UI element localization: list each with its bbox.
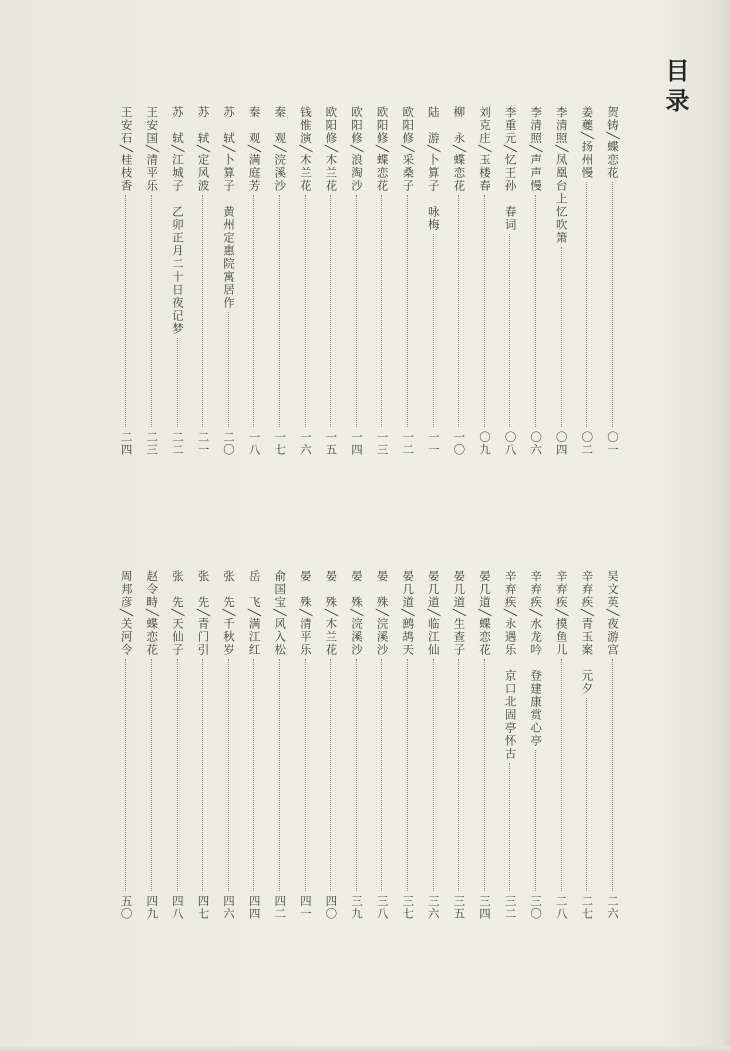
toc-dot-leader — [433, 234, 434, 427]
toc-entry[interactable] — [523, 106, 549, 456]
toc-page-number: 一六 — [298, 431, 313, 456]
toc-dot-leader — [561, 247, 562, 427]
toc-entry[interactable] — [369, 570, 395, 920]
toc-page-number: 〇八 — [503, 431, 518, 456]
toc-page-number: 二四 — [119, 431, 134, 456]
toc-dot-leader — [458, 659, 459, 891]
toc-entry-title: 欧阳修╱木兰花 — [324, 106, 339, 193]
toc-entry-title: 晏几道╱生查子 — [452, 570, 467, 657]
toc-entry[interactable] — [548, 570, 574, 920]
toc-dot-leader — [279, 195, 280, 427]
toc-entry[interactable] — [113, 106, 139, 456]
toc-page-number: 五〇 — [119, 895, 134, 920]
toc-entry[interactable] — [395, 570, 421, 920]
toc-entry[interactable] — [497, 106, 523, 456]
toc-page-number: 四〇 — [324, 895, 339, 920]
toc-entry-title: 苏 轼╱卜算子 黄州定惠院寓居作 — [222, 106, 237, 310]
toc-page-number: 一七 — [273, 431, 288, 456]
toc-entry-title: 苏 轼╱江城子 乙卯正月二十日夜记梦 — [170, 106, 185, 336]
toc-dot-leader — [407, 659, 408, 891]
toc-entry[interactable] — [139, 106, 165, 456]
toc-entry[interactable] — [599, 570, 625, 920]
toc-entry-title: 欧阳修╱浪淘沙 — [350, 106, 365, 193]
toc-entry[interactable] — [164, 106, 190, 456]
toc-entry[interactable] — [267, 570, 293, 920]
toc-entry-title: 欧阳修╱蝶恋花 — [375, 106, 390, 193]
toc-entry[interactable] — [139, 570, 165, 920]
toc-entry[interactable] — [420, 570, 446, 920]
page-edge-bottom — [0, 1046, 730, 1052]
toc-entry-title: 姜夔╱扬州慢 — [580, 106, 595, 180]
toc-entry-title: 张 先╱青门引 — [196, 570, 211, 657]
toc-entry-title: 辛弃疾╱水龙吟 登建康赏心亭 — [529, 570, 544, 748]
toc-dot-leader — [509, 234, 510, 427]
toc-page-number: 四二 — [273, 895, 288, 920]
toc-page-number: 二三 — [145, 431, 160, 456]
toc-entry[interactable] — [241, 106, 267, 456]
toc-entry-title: 刘克庄╱玉楼春 — [477, 106, 492, 193]
toc-entry-title: 贺铸╱蝶恋花 — [605, 106, 620, 180]
toc-entry[interactable] — [599, 106, 625, 456]
toc-dot-leader — [279, 659, 280, 891]
toc-page-number: 二八 — [554, 895, 569, 920]
toc-page-number: 三六 — [426, 895, 441, 920]
toc-entry-title: 苏 轼╱定风波 — [196, 106, 211, 193]
toc-entry[interactable] — [471, 106, 497, 456]
toc-entry-title: 吴文英╱夜游宫 — [605, 570, 620, 657]
toc-page-number: 〇六 — [529, 431, 544, 456]
toc-page-number: 四九 — [145, 895, 160, 920]
toc-entry-title: 李清照╱凤凰台上忆吹箫 — [554, 106, 569, 245]
toc-dot-leader — [356, 659, 357, 891]
toc-dot-leader — [151, 659, 152, 891]
toc-dot-leader — [151, 195, 152, 427]
toc-page-number: 〇一 — [605, 431, 620, 456]
toc-dot-leader — [253, 659, 254, 891]
toc-dot-leader — [535, 195, 536, 427]
toc-entry-title: 晏几道╱鹧鸪天 — [401, 570, 416, 657]
toc-entry[interactable] — [548, 106, 574, 456]
toc-entry[interactable] — [113, 570, 139, 920]
toc-dot-leader — [509, 763, 510, 891]
toc-entry-title: 辛弃疾╱永遇乐 京口北固亭怀古 — [503, 570, 518, 761]
toc-page-number: 三九 — [350, 895, 365, 920]
toc-entry[interactable] — [267, 106, 293, 456]
toc-entry[interactable] — [446, 106, 472, 456]
toc-entry[interactable] — [164, 570, 190, 920]
toc-page-number: 一三 — [375, 431, 390, 456]
toc-page-number: 四七 — [196, 895, 211, 920]
toc-entry-title: 俞国宝╱风入松 — [273, 570, 288, 657]
toc-entry-title: 秦 观╱浣溪沙 — [273, 106, 288, 193]
toc-entry-title: 王安石╱桂枝香 — [119, 106, 134, 193]
toc-page-number: 一八 — [247, 431, 262, 456]
toc-entry[interactable] — [241, 570, 267, 920]
toc-page-number: 〇二 — [580, 431, 595, 456]
toc-entry-title: 晏几道╱蝶恋花 — [477, 570, 492, 657]
toc-page-number: 三四 — [477, 895, 492, 920]
toc-dot-leader — [356, 195, 357, 427]
toc-entry[interactable] — [574, 570, 600, 920]
toc-dot-leader — [484, 195, 485, 427]
toc-page-number: 二二 — [170, 431, 185, 456]
toc-entry[interactable] — [190, 570, 216, 920]
toc-entry-title: 王安国╱清平乐 — [145, 106, 160, 193]
toc-dot-leader — [253, 195, 254, 427]
toc-entry[interactable] — [523, 570, 549, 920]
toc-entry-title: 张 先╱千秋岁 — [222, 570, 237, 657]
toc-entry-title: 晏 殊╱浣溪沙 — [350, 570, 365, 657]
toc-page-number: 一一 — [426, 431, 441, 456]
toc-dot-leader — [381, 195, 382, 427]
toc-page-number: 三八 — [375, 895, 390, 920]
toc-entry[interactable] — [190, 106, 216, 456]
toc-dot-leader — [330, 195, 331, 427]
toc-dot-leader — [228, 312, 229, 427]
toc-entry[interactable] — [471, 570, 497, 920]
toc-entry[interactable] — [343, 106, 369, 456]
toc-page-number: 二〇 — [222, 431, 237, 456]
toc-entry-title: 赵令畤╱蝶恋花 — [145, 570, 160, 657]
toc-block-bottom — [113, 570, 625, 920]
toc-page-number: 二六 — [605, 895, 620, 920]
toc-dot-leader — [535, 750, 536, 891]
toc-entry[interactable] — [216, 106, 242, 456]
toc-entry[interactable] — [574, 106, 600, 456]
toc-dot-leader — [433, 659, 434, 891]
toc-page-number: 三二 — [503, 895, 518, 920]
toc-dot-leader — [228, 659, 229, 891]
toc-entry[interactable] — [446, 570, 472, 920]
toc-entry[interactable] — [292, 106, 318, 456]
toc-page-number: 四一 — [298, 895, 313, 920]
page-title: 目录 — [661, 58, 689, 118]
toc-page-number: 三五 — [452, 895, 467, 920]
toc-entry-title: 晏几道╱临江仙 — [426, 570, 441, 657]
toc-dot-leader — [381, 659, 382, 891]
toc-entry[interactable] — [395, 106, 421, 456]
toc-page-number: 〇四 — [554, 431, 569, 456]
toc-dot-leader — [612, 182, 613, 427]
toc-entry-title: 辛弃疾╱青玉案 元夕 — [580, 570, 595, 696]
toc-entry[interactable] — [216, 570, 242, 920]
toc-entry-title: 钱惟演╱木兰花 — [298, 106, 313, 193]
toc-entry-title: 李清照╱声声慢 — [529, 106, 544, 193]
toc-page-number: 四四 — [247, 895, 262, 920]
toc-dot-leader — [202, 659, 203, 891]
toc-page-number: 一五 — [324, 431, 339, 456]
toc-dot-leader — [407, 195, 408, 427]
toc-entry[interactable] — [420, 106, 446, 456]
toc-dot-leader — [177, 659, 178, 891]
toc-entry[interactable] — [292, 570, 318, 920]
toc-dot-leader — [125, 659, 126, 891]
toc-dot-leader — [586, 182, 587, 427]
toc-dot-leader — [305, 659, 306, 891]
toc-entry[interactable] — [318, 106, 344, 456]
toc-entry-title: 陆 游╱卜算子 咏梅 — [426, 106, 441, 232]
toc-page-number: 三〇 — [529, 895, 544, 920]
toc-dot-leader — [484, 659, 485, 891]
toc-entry-title: 辛弃疾╱摸鱼儿 — [554, 570, 569, 657]
toc-page-number: 一〇 — [452, 431, 467, 456]
toc-dot-leader — [586, 698, 587, 891]
toc-dot-leader — [125, 195, 126, 427]
toc-entry-title: 岳 飞╱满江红 — [247, 570, 262, 657]
toc-dot-leader — [561, 659, 562, 891]
toc-entry-title: 欧阳修╱采桑子 — [401, 106, 416, 193]
toc-page-number: 三七 — [401, 895, 416, 920]
toc-dot-leader — [612, 659, 613, 891]
toc-entry-title: 张 先╱天仙子 — [170, 570, 185, 657]
toc-entry[interactable] — [343, 570, 369, 920]
toc-entry[interactable] — [318, 570, 344, 920]
toc-entry-title: 秦 观╱满庭芳 — [247, 106, 262, 193]
toc-entry-title: 柳 永╱蝶恋花 — [452, 106, 467, 193]
toc-entry-title: 晏 殊╱清平乐 — [298, 570, 313, 657]
toc-dot-leader — [305, 195, 306, 427]
toc-dot-leader — [202, 195, 203, 427]
toc-page-number: 二一 — [196, 431, 211, 456]
toc-dot-leader — [330, 659, 331, 891]
toc-entry[interactable] — [497, 570, 523, 920]
toc-page-number: 二七 — [580, 895, 595, 920]
toc-page-number: 四六 — [222, 895, 237, 920]
toc-dot-leader — [177, 338, 178, 427]
toc-entry[interactable] — [369, 106, 395, 456]
toc-page-number: 一四 — [350, 431, 365, 456]
toc-block-top — [113, 106, 625, 456]
toc-entry-title: 周邦彦╱关河令 — [119, 570, 134, 657]
toc-page-number: 〇九 — [477, 431, 492, 456]
toc-dot-leader — [458, 195, 459, 427]
page-edge-right — [720, 0, 730, 1052]
toc-entry-title: 晏 殊╱浣溪沙 — [375, 570, 390, 657]
toc-entry-title: 晏 殊╱木兰花 — [324, 570, 339, 657]
toc-entry-title: 李重元╱忆王孙 春词 — [503, 106, 518, 232]
toc-page-number: 四八 — [170, 895, 185, 920]
toc-page-number: 一二 — [401, 431, 416, 456]
